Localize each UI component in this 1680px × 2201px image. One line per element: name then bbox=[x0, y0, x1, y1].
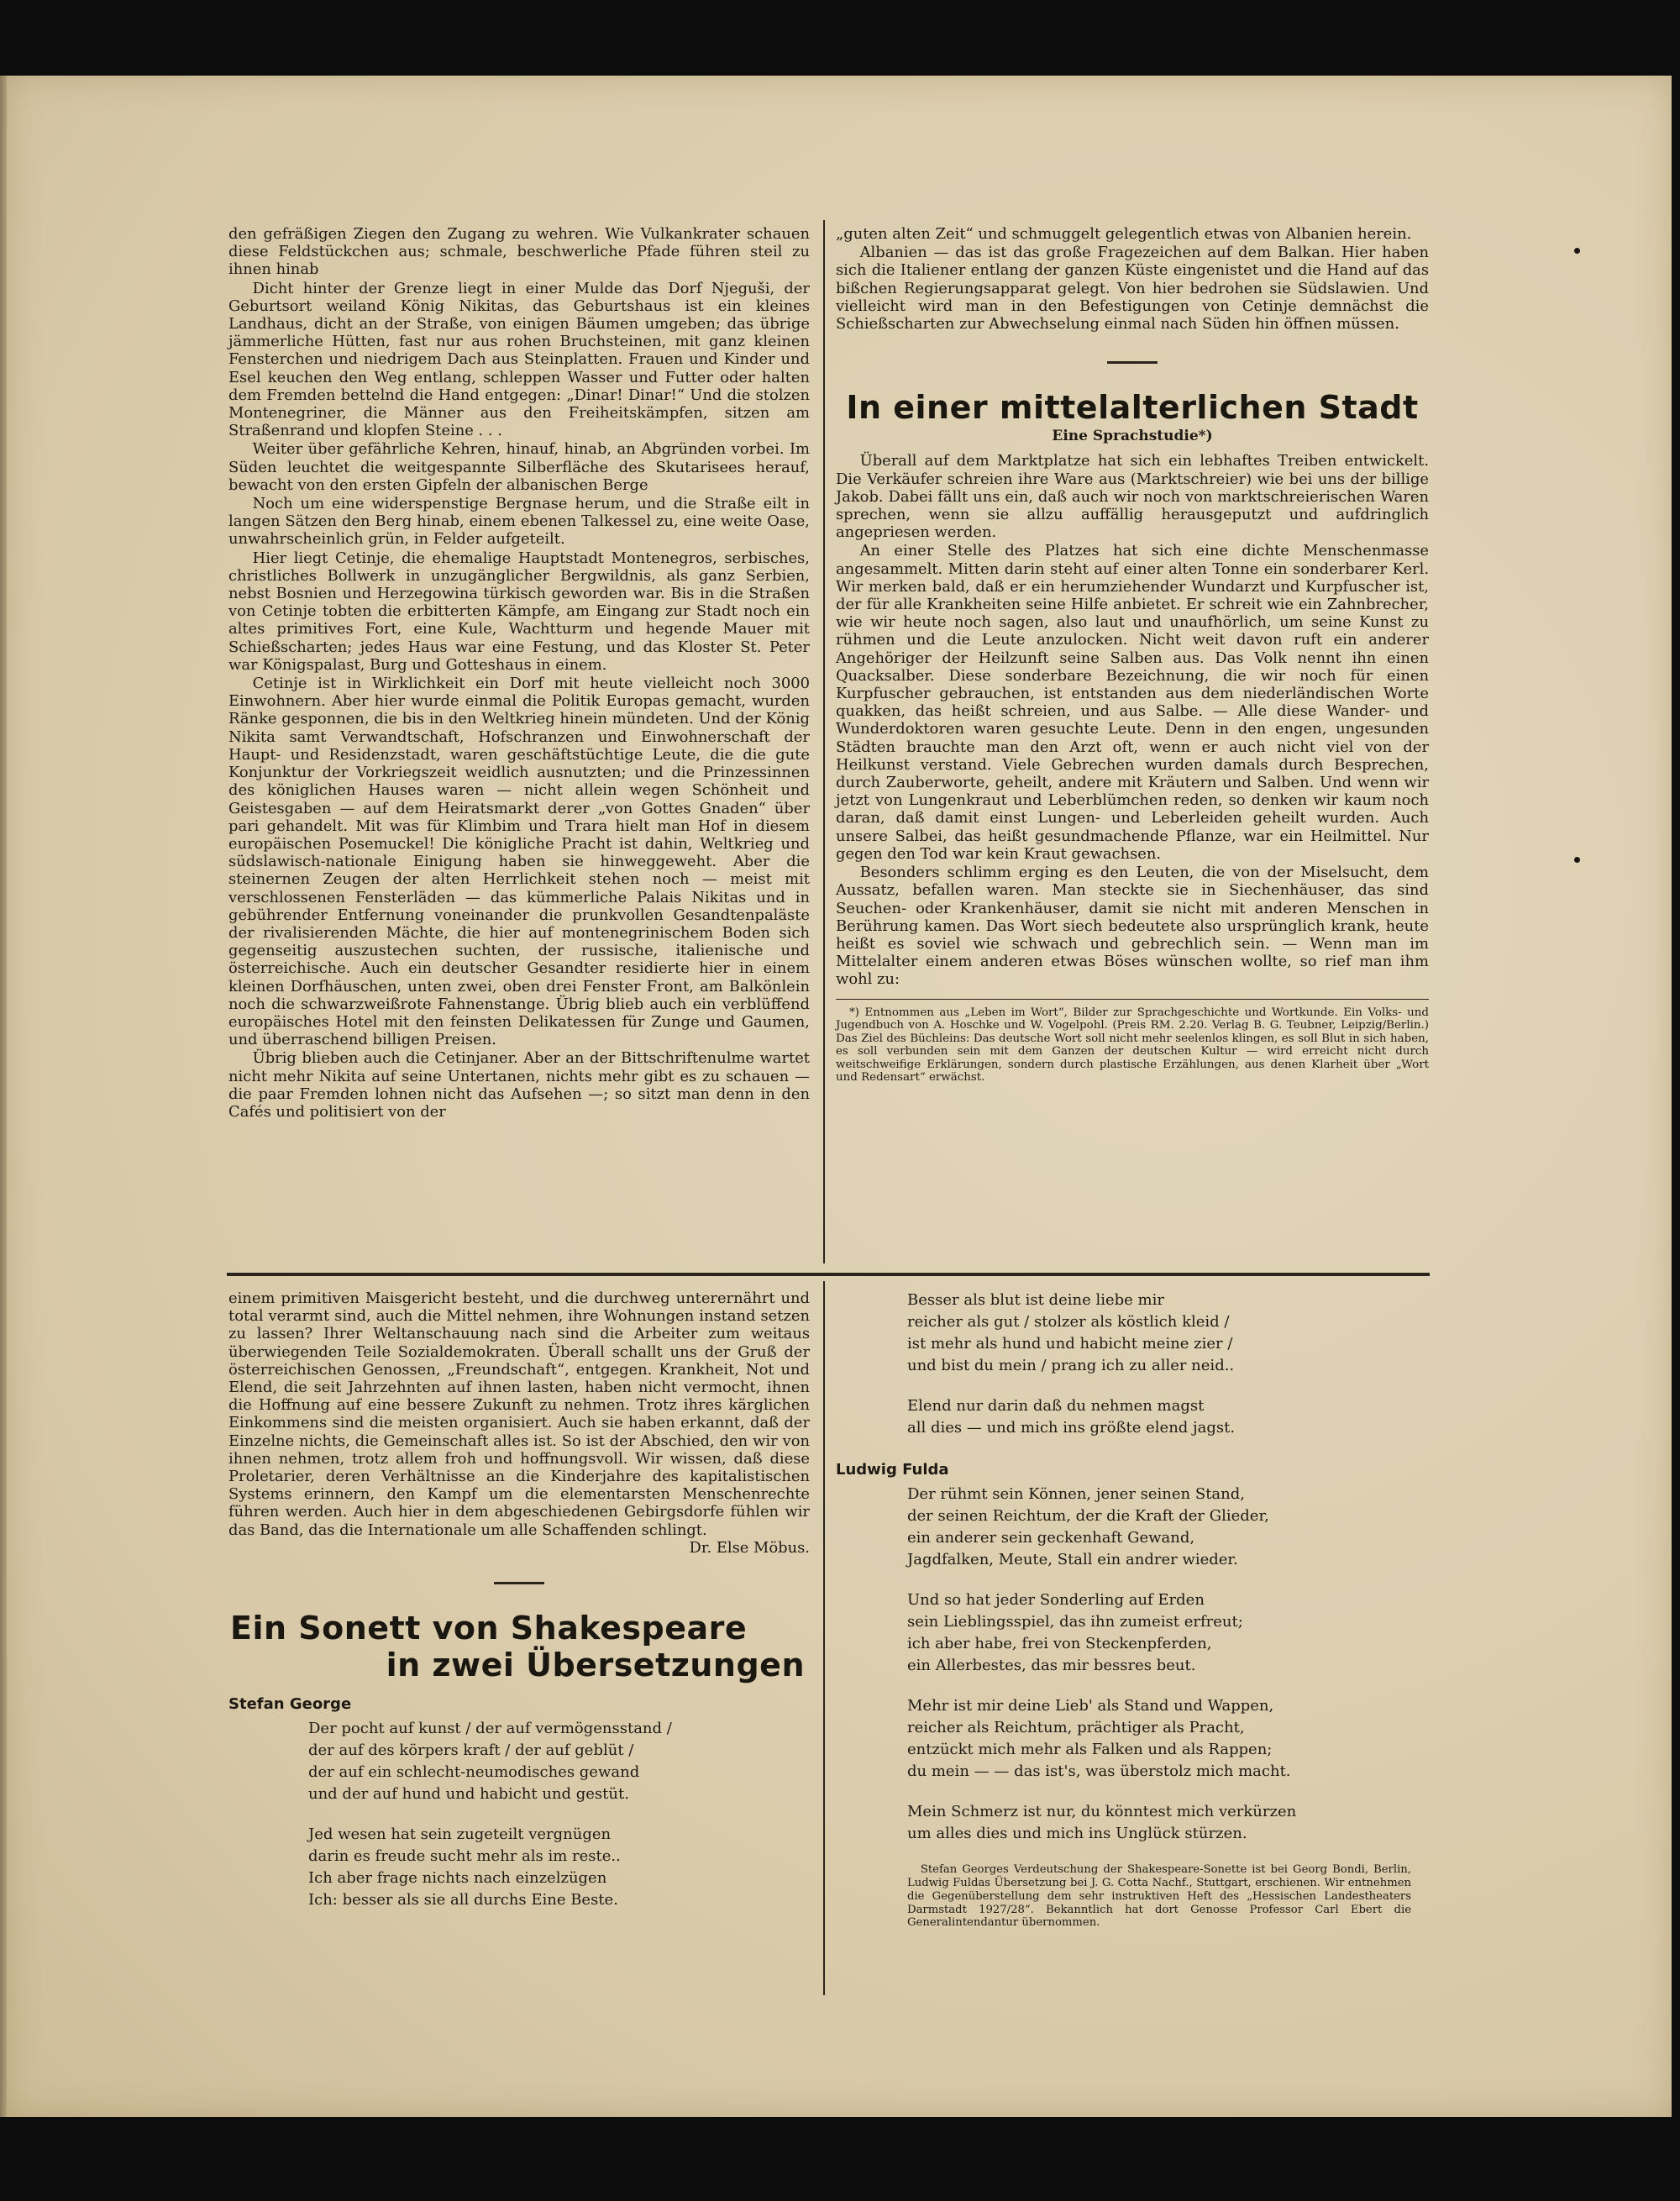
poem-line: um alles dies und mich ins Unglück stürzen. bbox=[907, 1825, 1247, 1843]
paragraph: Besonders schlimm erging es den Leuten, die von der Miselsucht, dem Aussatz, befallen waren. Man steckte sie in Siechenhäuser, das sind Seuchen- oder Krankenhäuser, damit sie nicht mit anderen Menschen in Berührung kamen. Das Wort siech bedeutete also ursprünglich krank, heute heißt es soviel wie schwach und gebrechlich sein. — Wenn man im Mittelalter einem anderen etwas Böses wünschen wollte, so rief man ihm wohl zu: bbox=[836, 864, 1429, 989]
paragraph: An einer Stelle des Platzes hat sich eine dichte Menschenmasse angesammelt. Mitten darin steht auf einer alten Tonne ein sonderbarer Kerl. Wir merken bald, daß er ein herumziehender Wundarzt und Kurpfuscher ist, der für alle Krankheiten seine Hilfe anbietet. Er schreit wie ein Zahnbrecher, wie wir heute noch sagen, also laut und unaufhörlich, um seine Kunst zu rühmen und die Leute anzulocken. Nicht weit davon ruft ein anderer Angehöriger der Heilzunft seine Salben aus. Das Volk nennt ihn einen Quacksalber. Diese sonderbare Bezeichnung, die wir noch für einen Kurpfuscher gebrauchen, ist entstanden aus dem niederländischen Worte quakken, das heißt schreien, und aus Salbe. — Alle diese Wander- und Wunderdoktoren waren gesuchte Leute. Denn in den engen, ungesunden Städten brauchte man den Arzt oft, wenn er auch nicht viel von der Heilkunst verstand. Viele Gebrechen wurden damals durch Besprechen, durch Zauberworte, geheilt, andere mit Kräutern und Salben. Und wenn wir jetzt von Lungenkraut und Leberblümchen reden, so denken wir kaum noch daran, daß damit einst Lungen- und Leberleiden geheilt wurden. Auch unsere Salbei, das heißt gesundmachende Pflanze, war ein Heilmittel. Nur gegen den Tod war kein Kraut gewachsen. bbox=[836, 542, 1429, 863]
poem-line: Und so hat jeder Sonderling auf Erden bbox=[907, 1591, 1205, 1610]
article-title: In einer mittelalterlichen Stadt bbox=[846, 389, 1419, 427]
footnote-rule bbox=[836, 999, 1429, 1000]
signature: Dr. Else Möbus. bbox=[689, 1538, 810, 1557]
poem-line: der auf des körpers kraft / der auf geblüt / bbox=[308, 1741, 634, 1760]
poem-line: du mein — — das ist's, was überstolz mich macht. bbox=[907, 1762, 1291, 1781]
poem-line: ein anderer sein geckenhaft Gewand, bbox=[907, 1529, 1195, 1547]
right-column bbox=[836, 225, 1429, 1085]
paragraph: einem primitiven Maisgericht besteht, und die durchweg unterernährt und total verarmt sind, auch die Mittel nehmen, ihre Wohnungen instand setzen zu lassen? Ihrer Weltanschauung nach sind die Arbeiter zum weitaus überwiegenden Teile Sozialdemokraten. Überall schallt uns der Gruß der österreichischen Genossen, „Freundschaft“, entgegen. Krankheit, Not und Elend, die seit Jahrzehnten auf ihnen lasten, haben nicht vermocht, ihnen die Hoffnung auf eine bessere Zukunft zu nehmen. Trotz ihres kärglichen Einkommens sind die meisten organisiert. Auch sie haben erkannt, daß der Einzelne nichts, die Gemeinschaft alles ist. So ist der Abschied, den wir von ihnen nehmen, trotz allem froh und hoffnungsvoll. Wir wissen, daß diese Proletarier, deren Verhältnisse an die Kinderjahre des kapitalistischen Systems erinnern, den Kampf um die elementarsten Menschenrechte führen werden. Auch hier in dem abgeschiedenen Gebirgsdorfe fühlen wir das Band, das die Internationale um alle Schaffenden schlingt. bbox=[228, 1290, 810, 1539]
paragraph: Überall auf dem Marktplatze hat sich ein lebhaftes Treiben entwickelt. Die Verkäufer schreien ihre Ware aus (Marktschreier) wie bei uns der billige Jakob. Dabei fällt uns ein, daß auch wir noch von marktschreierischen Waren sprechen, wenn sie allzu auffällig herausgeputzt und aufdringlich angepriesen werden. bbox=[836, 452, 1429, 542]
paragraph: „guten alten Zeit“ und schmuggelt gelegentlich etwas von Albanien herein. bbox=[836, 225, 1412, 243]
stanza bbox=[907, 1395, 1429, 1439]
sonnet-title-line-1: Ein Sonett von Shakespeare bbox=[230, 1610, 748, 1647]
column-divider bbox=[823, 220, 825, 1263]
poem-line: Mehr ist mir deine Lieb' als Stand und Wappen, bbox=[907, 1697, 1274, 1715]
poem-line: Mein Schmerz ist nur, du könntest mich verkürzen bbox=[907, 1803, 1297, 1821]
poem-line: Der pocht auf kunst / der auf vermögensstand / bbox=[308, 1720, 672, 1738]
poem-line: Elend nur darin daß du nehmen magst bbox=[907, 1397, 1205, 1415]
poem-line: ein Allerbestes, das mir bessres beut. bbox=[907, 1657, 1196, 1675]
poem-line: und der auf hund und habicht und gestüt. bbox=[308, 1785, 629, 1804]
poem-line: der seinen Reichtum, der die Kraft der Glieder, bbox=[907, 1507, 1269, 1526]
poem-line: ist mehr als hund und habicht meine zier / bbox=[907, 1335, 1233, 1353]
sonnet-title-line-2: in zwei Übersetzungen bbox=[386, 1647, 805, 1684]
separator bbox=[1107, 361, 1158, 364]
lower-right-column bbox=[836, 1290, 1429, 1930]
paragraph: Weiter über gefährliche Kehren, hinauf, hinab, an Abgründen vorbei. Im Süden leuchtet die weitgespannte Silberfläche des Skutarisees herauf, bewacht von den ersten Gipfeln der albanischen Berge bbox=[228, 440, 810, 494]
source-note-text: Stefan Georges Verdeutschung der Shakespeare-Sonette ist bei Georg Bondi, Berlin, Ludwig Fuldas Übersetzung bei J. G. Cotta Nachf., Stuttgart, erschienen. Wir entnehmen die Gegenüberstellung dem sehr instruktiven Heft des „Hessischen Landestheaters Darmstadt 1927/28“. Bekanntlich hat dort Genosse Professor Carl Ebert die Generalintendantur übernommen. bbox=[907, 1863, 1411, 1930]
poem-george-part1 bbox=[228, 1718, 810, 1911]
poem-line: Ich aber frage nichts nach einzelzügen bbox=[308, 1869, 607, 1888]
poem-line: sein Lieblingsspiel, das ihn zumeist erfreut; bbox=[907, 1613, 1243, 1631]
stanza bbox=[308, 1718, 810, 1805]
paragraph: Cetinje ist in Wirklichkeit ein Dorf mit heute vielleicht noch 3000 Einwohnern. Aber hier wurde einmal die Politik Europas gemacht, wurden Ränke gesponnen, die bis in den Weltkrieg hinein mündeten. Und der König Nikita samt Verwandtschaft, Hofschranzen und Einwohnerschaft der Haupt- und Residenzstadt, waren geschäftstüchtige Leute, die die gute Konjunktur der Vorkriegszeit weidlich ausnutzten; und die Prinzessinnen des königlichen Hauses waren — nicht allein wegen Schönheit und Geistesgaben — auf dem Heiratsmarkt derer „von Gottes Gnaden“ über pari gehandelt. Mit was für Klimbim und Trara hielt man Hof in diesem europäischen Posemuckel! Die königliche Pracht ist dahin, Weltkrieg und südslawisch-nationale Einigung haben sie hinweggeweht. Aber die steinernen Zeugen der alten Herrlichkeit stehen noch — meist mit verschlossenen Fensterläden — das kümmerliche Palais Nikitas und in gebührender Entfernung voneinander die prunkvollen Gesandtenpaläste der rivalisierenden Mächte, die hier auf montenegrinischem Boden sich gegenseitig auszustechen suchten, der russische, italienische und österreichische. Auch ein deutscher Gesandter residierte hier in einem kleinen Dorfhäuschen, unten zwei, oben drei Fenster Front, am Balkönlein noch die schwarzweißrote Fahnenstange. Übrig blieb auch ein verblüffend europäisches Hotel mit den feinsten Delikatessen für Zunge und Gaumen, und überraschend billigen Preisen. bbox=[228, 675, 810, 1049]
stanza bbox=[907, 1484, 1429, 1571]
poem-line: Besser als blut ist deine liebe mir bbox=[907, 1291, 1164, 1309]
footnote-text: *) Entnommen aus „Leben im Wort“, Bilder zur Sprachgeschichte und Wortkunde. Ein Volks- und Jugendbuch von A. Hoschke und W. Vogelpohl. (Preis RM. 2.20. Verlag B. G. Teubner, Leipzig/Berlin.) Das Ziel des Büchleins: Das deutsche Wort soll nicht mehr seelenlos klingen, es soll Blut in sich haben, es soll verbunden sein mit dem Ganzen der deutschen Kultur — wird erreicht nicht durch weitschweifige Erklärungen, sondern durch plastische Erzählungen, aus denen Klarheit über „Wort und Redensart“ erwächst. bbox=[836, 1006, 1429, 1085]
poem-line: ich aber habe, frei von Steckenpferden, bbox=[907, 1635, 1212, 1653]
poem-line: Jed wesen hat sein zugeteilt vergnügen bbox=[308, 1825, 612, 1844]
paragraph: Übrig blieben auch die Cetinjaner. Aber an der Bittschriftenulme wartet nicht mehr Nikita auf seine Untertanen, nichts mehr gibt es zu schauen — die paar Fremden lohnen nicht das Aufsehen —; so sitzt man denn in den Cafés und politisiert von der bbox=[228, 1049, 810, 1121]
stanza bbox=[907, 1589, 1429, 1677]
stanza bbox=[907, 1290, 1429, 1377]
poem-line: darin es freude sucht mehr als im reste.. bbox=[308, 1847, 621, 1866]
left-column bbox=[228, 225, 810, 1121]
author-name: Stefan George bbox=[228, 1695, 352, 1714]
paragraph: den gefräßigen Ziegen den Zugang zu wehren. Wie Vulkankrater schauen diese Feldstückchen aus; schmale, beschwerliche Pfade führen steil zu ihnen hinab bbox=[228, 225, 810, 279]
poem-line: der auf ein schlecht-neumodisches gewand bbox=[308, 1763, 640, 1782]
ink-speck bbox=[1574, 857, 1580, 863]
column-divider bbox=[823, 1281, 825, 1995]
ink-speck bbox=[1574, 248, 1580, 254]
author-name: Ludwig Fulda bbox=[836, 1461, 949, 1479]
horizontal-divider bbox=[227, 1273, 1430, 1276]
poem-line: all dies — und mich ins größte elend jagst. bbox=[907, 1419, 1236, 1437]
paragraph: Albanien — das ist das große Fragezeichen auf dem Balkan. Hier haben sich die Italiener entlang der ganzen Küste eingenistet und die Hand auf das bißchen Regierungsapparat gelegt. Von hier bedrohen sie Südslawien. Und vielleicht wird man in den Befestigungen von Cetinje demnächst die Schießscharten zur Abwechselung einmal nach Süden hin öffnen müssen. bbox=[836, 244, 1429, 334]
poem-line: Ich: besser als sie all durchs Eine Beste. bbox=[308, 1891, 618, 1909]
poem-george-part2 bbox=[836, 1290, 1429, 1439]
source-note bbox=[907, 1863, 1411, 1930]
paragraph: Noch um eine widerspenstige Bergnase herum, und die Straße eilt in langen Sätzen den Berg hinab, einem ebenen Talkessel zu, eine weite Oase, unwahrscheinlich grün, in Felder aufgeteilt. bbox=[228, 495, 810, 549]
article-subtitle: Eine Sprachstudie*) bbox=[1052, 428, 1213, 445]
lower-left-column bbox=[228, 1290, 810, 1930]
stanza bbox=[308, 1824, 810, 1911]
poem-line: und bist du mein / prang ich zu aller neid.. bbox=[907, 1357, 1235, 1374]
poem-line: Jagdfalken, Meute, Stall ein andrer wieder. bbox=[907, 1551, 1238, 1569]
poem-line: Der rühmt sein Können, jener seinen Stand, bbox=[907, 1485, 1246, 1504]
stanza bbox=[907, 1695, 1429, 1783]
poem-line: entzückt mich mehr als Falken und als Rappen; bbox=[907, 1741, 1273, 1759]
separator bbox=[494, 1582, 544, 1584]
stanza bbox=[907, 1801, 1429, 1845]
poem-line: reicher als Reichtum, prächtiger als Pracht, bbox=[907, 1719, 1245, 1737]
footnote bbox=[836, 1006, 1429, 1085]
poem-fulda bbox=[836, 1484, 1429, 1845]
poem-line: reicher als gut / stolzer als köstlich kleid / bbox=[907, 1313, 1230, 1331]
paragraph: Dicht hinter der Grenze liegt in einer Mulde das Dorf Njeguši, der Geburtsort weiland König Nikitas, das Geburtshaus ist ein kleines Landhaus, dicht an der Straße, von einigen Bäumen umgeben; das übrige jämmerliche Hütten, fast nur aus rohen Bruchsteinen, mit ganz kleinen Fensterchen und niedrigem Dach aus Steinplatten. Frauen und Kinder und Esel keuchen den Weg entlang, schleppen Wasser und Futter oder halten dem Fremden bettelnd die Hand entgegen: „Dinar! Dinar!“ Und die stolzen Montenegriner, die Männer aus den Freiheitskämpfen, sitzen am Straßenrand und klopfen Steine . . . bbox=[228, 279, 810, 440]
paragraph: Hier liegt Cetinje, die ehemalige Hauptstadt Montenegros, serbisches, christliches Bollwerk in unzugänglicher Bergwildnis, als ganz Serbien, nebst Bosnien und Herzegowina türkisch geworden war. Bis in die Straßen von Cetinje tobten die erbitterten Kämpfe, am Eingang zur Stadt noch ein altes primitives Fort, eine Kule, Wachtturm und hegende Mauer mit Schießscharten; jedes Haus war eine Festung, und das Kloster St. Peter war Königspalast, Burg und Gotteshaus in einem. bbox=[228, 549, 810, 674]
